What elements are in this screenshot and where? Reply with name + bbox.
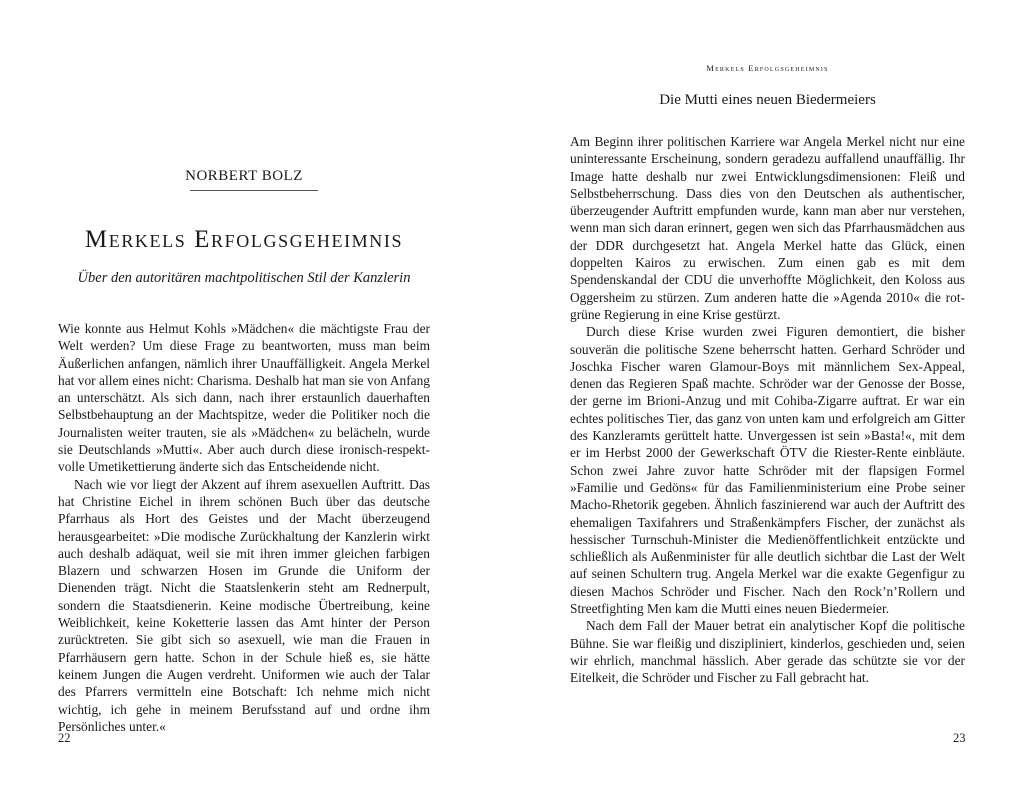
paragraph: Am Beginn ihrer politischen Karriere war Angela Merkel nicht nur eine uninteressante Erscheinung, sondern geradezu auffallend unauffällig. Ihr Image hatte deshalb nur zwei Entwicklungsdimensionen: Fleiß und Selbstbeherrschung. Dass dies von den Deutschen als authentischer, überzeugender Auftritt empfunden wurde, kann man aber nur verstehen, wenn man sich daran erinnert, gegen wen sich das Pfarrhausmädchen aus der DDR durchgesetzt hat. Angela Merkel hatte das Glück, einen doppelten Kairos zu erwischen. Zum einen gab es mit dem Spendenskandal der CDU die unverhoffte Möglichkeit, den Koloss aus Oggersheim zu stürzen. Zum anderen hatte die »Agenda 2010« die rot-grüne Regierung in eine Krise gestürzt.	[570, 134, 965, 322]
paragraph: Wie konnte aus Helmut Kohls »Mädchen« die mächtigste Frau der Welt werden? Um diese Frage zu beantworten, muss man beim Äußerlichen anfangen, nämlich ihrer Unauffälligkeit. Angela Merkel hat vor allem eines nicht: Charisma. Deshalb hat man sie von Anfang an unterschätzt. Als sich dann, nach ihrer erstaunlich dauerhaften Selbstbehauptung an der Machtspitze, weder die Politiker noch die Journalisten weiter trauten, sie als »Mädchen« zu belächeln, wurde sie Deutschlands »Mutti«. Aber auch durch diese ironisch-respektvolle Umetikettierung änderte sich das Entscheidende nicht.	[58, 321, 430, 475]
right-body-text	[570, 133, 965, 687]
chapter-subtitle: Über den autoritären machtpolitischen Stil der Kanzlerin	[77, 270, 411, 286]
author-name: NORBERT BOLZ	[185, 168, 303, 184]
page-number: 23	[953, 731, 966, 745]
author-divider	[190, 190, 318, 191]
paragraph: Durch diese Krise wurden zwei Figuren demontiert, die bisher souverän die politische Szene beherrscht hatten. Gerhard Schröder und Joschka Fischer waren Glamour-Boys mit männlichem Sex-Appeal, denen das Regieren Spaß machte. Schröder war der Genosse der Bosse, der gerne im Brioni-Anzug und mit Cohiba-Zigarre auftrat. Er war ein echtes politisches Tier, das ganz von unten kam und erfolgreich am Gitter des Kanzleramts gerüttelt hatte. Unvergessen ist sein »Basta!«, mit dem er im Herbst 2000 der Gewerkschaft ÖTV die Riester-Rente einbläute. Schon zwei Jahre zuvor hatte Schröder mit der flapsigen Formel »Familie und Gedöns« für das Familienministerium eine Probe seiner Macho-Rhetorik gegeben. Ähnlich faszinierend war auch der Auftritt des ehemaligen Taxifahrers und Straßenkämpfers Fischer, der zunächst als hessischer Turnschuh-Minister die Medienöffentlichkeit entzückte und schließlich als Außenminister für alle deutlich sichtbar die Last der Welt auf seinen Schultern trug. Angela Merkel war die exakte Gegenfigur zu diesen Machos Schröder und Fischer. Nach den Rock’n’Rollern und Streetfighting Men kam die Mutti eines neuen Biedermeier.	[570, 324, 965, 617]
chapter-title: Merkels Erfolgsgeheimnis	[84, 226, 404, 253]
section-title: Die Mutti eines neuen Biedermeiers	[659, 92, 876, 108]
page-number: 22	[58, 731, 71, 745]
left-body-text	[58, 320, 430, 735]
right-page	[510, 0, 1020, 793]
paragraph: Nach wie vor liegt der Akzent auf ihrem asexuellen Auftritt. Das hat Christine Eichel in ihrem schönen Buch über das deutsche Pfarrhaus als Hort des Geistes und der Macht überzeugend herausgearbeitet: »Die modische Zurückhaltung der Kanzlerin wirkt auch deshalb adäquat, weil sie mit ihren immer gleichen farbigen Blazern und schwarzen Hosen im Grunde die Uniform der Dienenden trägt. Nicht die Staatslenkerin steht am Rednerpult, sondern die Staatsdienerin. Keine modische Übertreibung, keine Weiblichkeit, keine Koketterie lassen das Amt hinter der Person zurücktreten. Sie gibt sich so asexuell, wie man die Frauen in Pfarrhäusern gern hatte. Schon in der Schule hieß es, sie hätte keinem Jungen die Augen verdreht. Uniformen wie auch der Talar des Pfarrers vermitteln eine Botschaft: Ich nehme mich nicht wichtig, ich gehe in meinem Berufsstand auf und ordne ihm Persönliches unter.«	[58, 476, 430, 734]
running-head: Merkels Erfolgsgeheimnis	[706, 63, 829, 73]
paragraph: Nach dem Fall der Mauer betrat ein analytischer Kopf die politische Bühne. Sie war fleißig und diszipliniert, kinderlos, geschieden und, seien wir ehrlich, manchmal hässlich. Aber gerade das schützte sie vor der Eitelkeit, die Schröder und Fischer zu Fall gebracht hat.	[570, 618, 965, 686]
